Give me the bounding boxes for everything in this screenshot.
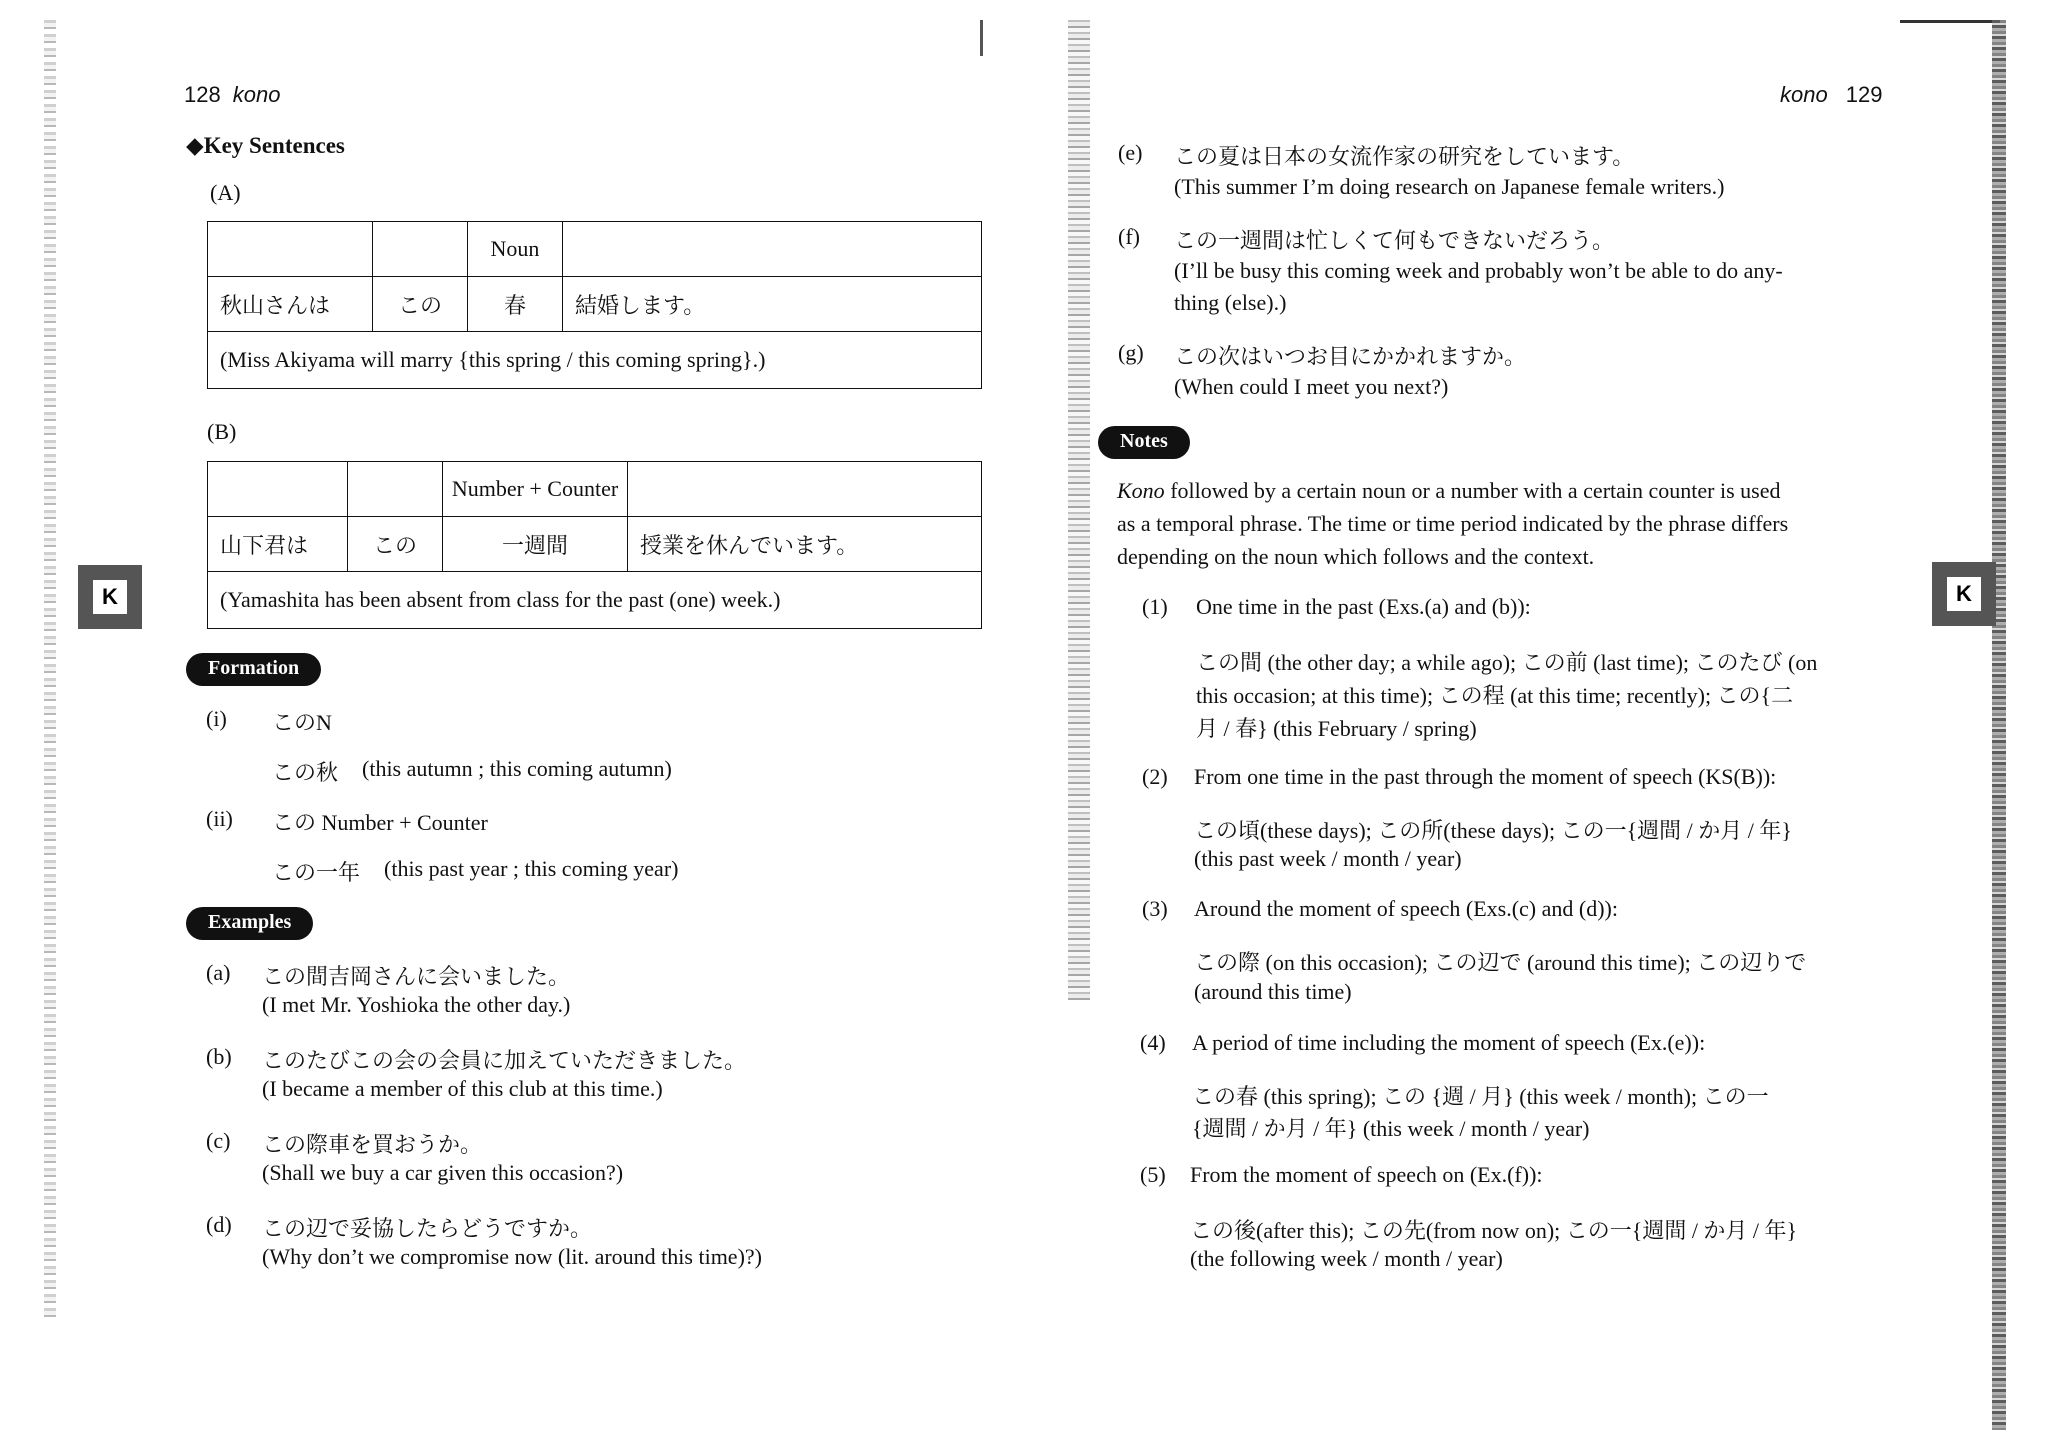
note-body-line: この後(after this); この先(from now on); この一{週間 / か月 / 年} <box>1190 1218 1798 1243</box>
table-a-header-cell <box>208 222 373 277</box>
table-a-header-noun: Noun <box>468 222 563 277</box>
example-english: (I’ll be busy this coming week and probably won’t be able to do any- <box>1174 258 1783 283</box>
note-body-line: (the following week / month / year) <box>1190 1246 1503 1271</box>
example-japanese: この夏は日本の女流作家の研究をしています。 <box>1174 144 1635 169</box>
tab-letter: K <box>93 580 127 614</box>
note-heading: From the moment of speech on (Ex.(f)): <box>1190 1162 1543 1187</box>
table-a-predicate: 結婚します。 <box>563 277 982 332</box>
table-b-kono: この <box>348 517 443 572</box>
formation-number: (i) <box>206 706 227 731</box>
example-english: (I met Mr. Yoshioka the other day.) <box>262 992 571 1017</box>
note-heading: One time in the past (Exs.(a) and (b)): <box>1196 594 1531 619</box>
note-heading: Around the moment of speech (Exs.(c) and (d)): <box>1194 896 1618 921</box>
notes-label: Notes <box>1098 426 1190 459</box>
formation-gloss: (this autumn ; this coming autumn) <box>362 756 672 781</box>
table-a-subject: 秋山さんは <box>208 277 373 332</box>
example-english: thing (else).) <box>1174 290 1287 315</box>
example-japanese: この辺で妥協したらどうですか。 <box>262 1216 593 1241</box>
scan-mark <box>980 20 983 56</box>
note-body-line: 月 / 春} (this February / spring) <box>1196 716 1477 741</box>
scan-edge-gutter <box>1068 20 1090 1000</box>
table-a-translation: (Miss Akiyama will marry {this spring / this coming spring}.) <box>208 332 982 389</box>
headword: kono <box>1780 82 1828 107</box>
example-japanese: この一週間は忙しくて何もできないだろう。 <box>1174 228 1615 253</box>
scan-edge-left <box>44 20 56 1320</box>
table-a-noun: 春 <box>468 277 563 332</box>
key-sentence-table-a <box>207 221 982 389</box>
table-b-header-cell <box>628 462 982 517</box>
example-english: (Why don’t we compromise now (lit. around this time)?) <box>262 1244 762 1269</box>
note-number: (1) <box>1142 594 1168 619</box>
notes-intro-line: as a temporal phrase. The time or time period indicated by the phrase differs <box>1117 511 1789 536</box>
table-a-header-cell <box>563 222 982 277</box>
note-number: (4) <box>1140 1030 1166 1055</box>
headword: kono <box>232 82 281 107</box>
note-heading: From one time in the past through the moment of speech (KS(B)): <box>1194 764 1777 789</box>
table-a-kono: この <box>373 277 468 332</box>
example-id: (d) <box>206 1212 232 1237</box>
note-body-line: (around this time) <box>1194 979 1352 1004</box>
note-body-line: {週間 / か月 / 年} (this week / month / year) <box>1192 1116 1590 1141</box>
thumb-index-tab-left <box>78 565 142 629</box>
note-number: (2) <box>1142 764 1168 789</box>
example-japanese: この際車を買おうか。 <box>262 1132 483 1157</box>
example-id: (f) <box>1118 224 1140 249</box>
note-number: (5) <box>1140 1162 1166 1187</box>
formation-pattern: この Number + Counter <box>272 810 488 835</box>
example-id: (b) <box>206 1044 232 1069</box>
notes-intro-word: Kono <box>1117 478 1165 503</box>
example-english: (I became a member of this club at this time.) <box>262 1076 663 1101</box>
label-b: (B) <box>207 419 237 444</box>
table-b-header-counter: Number + Counter <box>443 462 628 517</box>
scan-edge-right <box>1992 20 2006 1430</box>
note-body-line: この頃(these days); この所(these days); この一{週間 / か月 / 年} <box>1194 818 1792 843</box>
notes-intro-line: Kono followed by a certain noun or a number with a certain counter is used <box>1117 478 1781 503</box>
table-a-header-cell <box>373 222 468 277</box>
running-head-left <box>184 82 280 108</box>
note-heading: A period of time including the moment of speech (Ex.(e)): <box>1192 1030 1706 1055</box>
table-b-header-cell <box>208 462 348 517</box>
tab-letter: K <box>1947 577 1981 611</box>
examples-label: Examples <box>186 907 313 940</box>
note-body-line: この際 (on this occasion); この辺で (around this time); この辺りで <box>1194 950 1807 975</box>
running-head-right <box>1780 82 1882 108</box>
note-body-line: (this past week / month / year) <box>1194 846 1462 871</box>
note-body-line: this occasion; at this time); この程 (at this time; recently); この{二 <box>1196 683 1794 708</box>
formation-example: この一年 <box>272 860 361 885</box>
example-japanese: この次はいつお目にかかれますか。 <box>1174 344 1527 369</box>
formation-pattern: このN <box>272 710 332 735</box>
example-id: (e) <box>1118 140 1143 165</box>
example-id: (g) <box>1118 340 1144 365</box>
key-sentences-title: ◆Key Sentences <box>186 133 345 158</box>
note-number: (3) <box>1142 896 1168 921</box>
page-number: 128 <box>184 82 221 107</box>
table-b-predicate: 授業を休んでいます。 <box>628 517 982 572</box>
note-body-line: この春 (this spring); この {週 / 月} (this week / month); この一 <box>1192 1084 1769 1109</box>
table-b-translation: (Yamashita has been absent from class for the past (one) week.) <box>208 572 982 629</box>
formation-label: Formation <box>186 653 321 686</box>
label-a: (A) <box>210 180 241 205</box>
formation-gloss: (this past year ; this coming year) <box>384 856 679 881</box>
formation-example: この秋 <box>272 760 339 785</box>
page-number: 129 <box>1845 82 1883 107</box>
example-english: (Shall we buy a car given this occasion?) <box>262 1160 624 1185</box>
example-english: (When could I meet you next?) <box>1174 374 1449 399</box>
thumb-index-tab-right <box>1932 562 1996 626</box>
key-sentence-table-b <box>207 461 982 629</box>
scan-edge-top <box>1900 20 2000 23</box>
example-id: (c) <box>206 1128 231 1153</box>
example-id: (a) <box>206 960 231 985</box>
table-b-counter: 一週間 <box>443 517 628 572</box>
example-japanese: この間吉岡さんに会いました。 <box>262 964 571 989</box>
note-body-line: この間 (the other day; a while ago); この前 (last time); このたび (on <box>1196 650 1818 675</box>
example-japanese: このたびこの会の会員に加えていただきました。 <box>262 1048 747 1073</box>
notes-intro-line: depending on the noun which follows and the context. <box>1117 544 1595 569</box>
example-english: (This summer I’m doing research on Japanese female writers.) <box>1174 174 1725 199</box>
table-b-subject: 山下君は <box>208 517 348 572</box>
table-b-header-cell <box>348 462 443 517</box>
formation-number: (ii) <box>206 806 233 831</box>
